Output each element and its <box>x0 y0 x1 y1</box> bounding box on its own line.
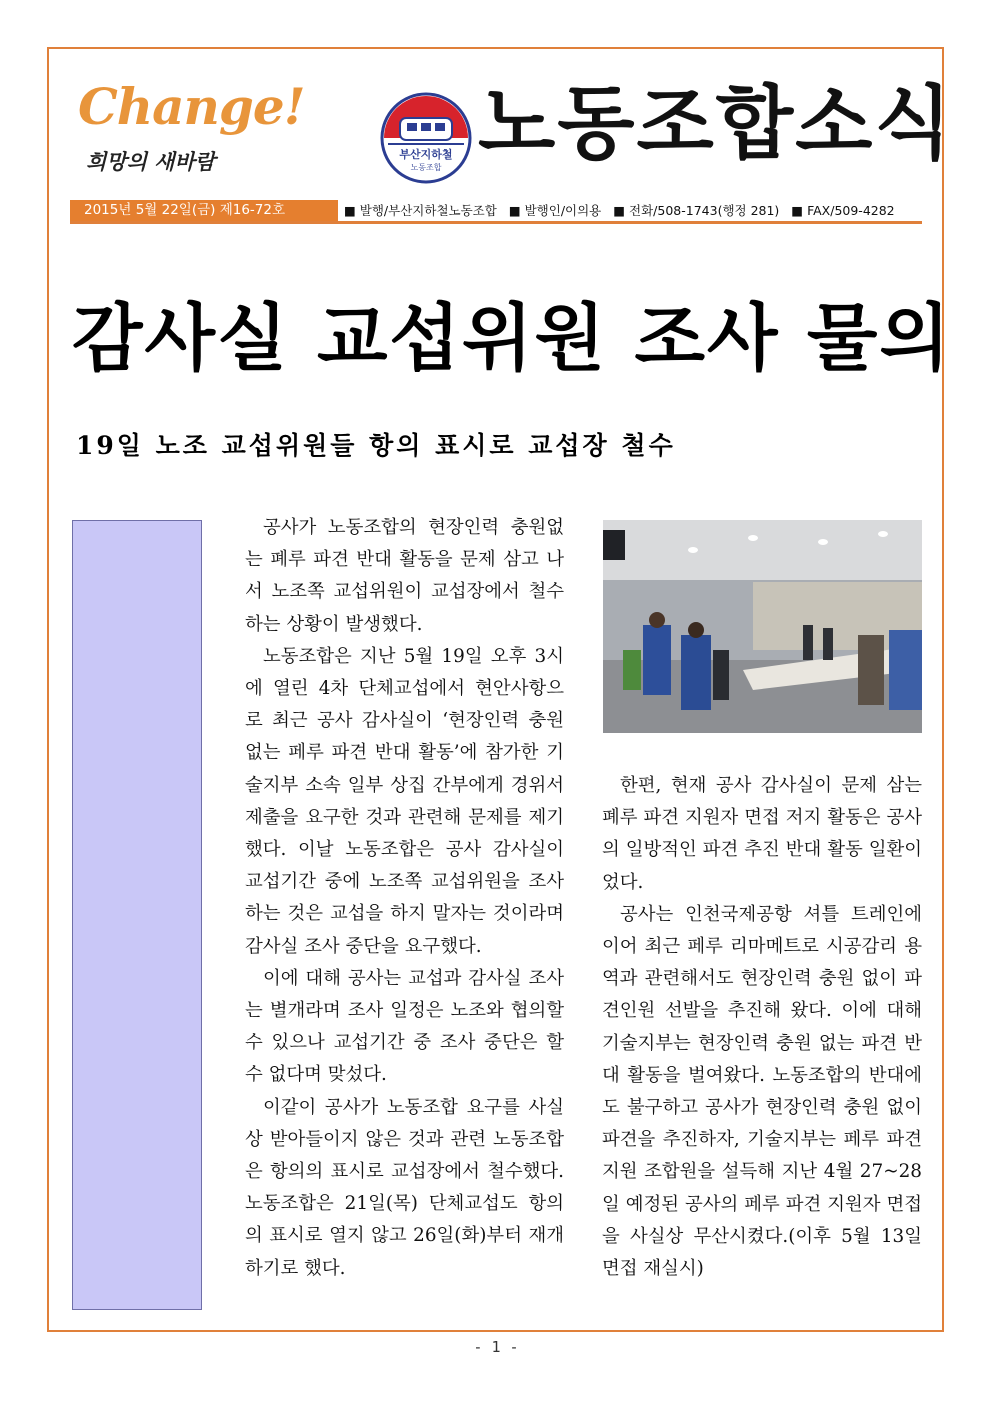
page-number: - 1 - <box>473 1338 519 1356</box>
logo-subtext: 노동조합 <box>410 163 442 172</box>
article-column-2 <box>602 770 922 1285</box>
meeting-photo <box>603 520 922 733</box>
paragraph: 이같이 공사가 노동조합 요구를 사실상 받아들이지 않은 것과 관련 노동조합은 항의의 표시로 교섭장에서 철수했다. 노동조합은 21일(목) 단체교섭도 항의의 표시로 열지 않고 26일(화)부터 재개하기로 했다. <box>245 1096 564 1279</box>
article-subhead: 19일 노조 교섭위원들 항의 표시로 교섭장 철수 <box>76 431 676 460</box>
issuer-text: ■ 발행인/이의용 <box>508 203 602 218</box>
fax-text: ■ FAX/509-4282 <box>791 203 895 218</box>
paragraph: 한편, 현재 공사 감사실이 문제 삼는 폐루 파견 지원자 면접 저지 활동은 공사의 일방적인 파견 추진 반대 활동 일환이었다. <box>602 775 922 893</box>
info-bar <box>70 200 922 224</box>
slogan-text: 희망의 새바람 <box>86 150 216 174</box>
publisher-text: ■ 발행/부산지하철노동조합 <box>344 203 497 218</box>
paragraph: 이에 대해 공사는 교섭과 감사실 조사는 별개라며 조사 일정은 노조와 협의할 수 있으나 교섭기간 중 조사 중단은 할 수 없다며 맞섰다. <box>245 967 564 1086</box>
paragraph: 노동조합은 지난 5월 19일 오후 3시에 열린 4차 단체교섭에서 현안사항으로 최근 공사 감사실이 ‘현장인력 충원 없는 페루 파견 반대 활동’에 참가한 기술지부 소속 일부 상집 간부에게 경위서 제출을 요구한 것과 관련해 문제를 제기했다. 이날 노동조합은 공사 감사실이 교섭기간 중에 노조쪽 교섭위원을 조사하는 것은 교섭을 하지 말자는 것이라며 감사실 조사 중단을 요구했다. <box>245 645 564 957</box>
article-headline: 감사실 교섭위원 조사 물의 <box>72 296 952 381</box>
publisher-info <box>344 200 903 221</box>
issue-date-box: 2015년 5월 22일(금) 제16-72호 <box>70 200 338 221</box>
change-logo-text: Change! <box>78 77 305 136</box>
article-column-1 <box>245 512 564 1285</box>
logo-text: 부산지하철 <box>399 148 453 161</box>
union-logo-icon <box>380 92 472 184</box>
sidebar-decoration <box>72 520 202 1310</box>
phone-text: ■ 전화/508-1743(행정 281) <box>613 203 780 218</box>
masthead-title: 노동조합소식 <box>478 77 954 170</box>
paragraph: 공사는 인천국제공항 셔틀 트레인에 이어 최근 페루 리마메트로 시공감리 용역과 관련해서도 현장인력 충원 없이 파견인원 선발을 추진해 왔다. 이에 대해 기술지부는 현장인력 충원 없는 파견 반대 활동을 벌여왔다. 노동조합의 반대에도 불구하고 공사가 현장인력 충원 없이 파견을 추진하자, 기술지부는 페루 파견 지원 조합원을 설득해 지난 4월 27~28일 예정된 공사의 페루 파견 지원자 면접을 사실상 무산시켰다.(이후 5월 13일 면접 재실시) <box>602 903 922 1280</box>
paragraph: 공사가 노동조합의 현장인력 충원없는 폐루 파견 반대 활동을 문제 삼고 나서 노조쪽 교섭위원이 교섭장에서 철수하는 상황이 발생했다. <box>245 517 564 635</box>
